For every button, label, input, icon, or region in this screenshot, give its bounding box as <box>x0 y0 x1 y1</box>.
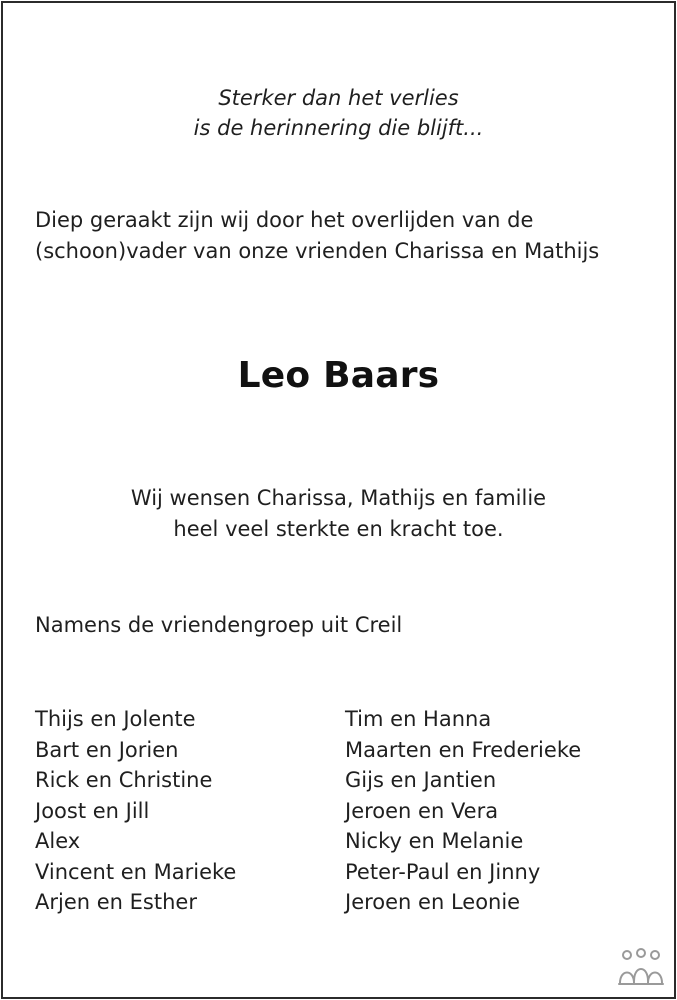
list-item: Nicky en Melanie <box>345 829 524 853</box>
list-item: Alex <box>35 829 81 853</box>
signoff: Namens de vriendengroep uit Creil <box>35 613 403 637</box>
intro-line-1: Diep geraakt zijn wij door het overlijden van de <box>35 208 534 232</box>
list-item: Bart en Jorien <box>35 737 179 762</box>
motto-line-1: Sterker dan het verlies <box>218 86 459 110</box>
list-item: Jeroen en Leonie <box>345 890 521 914</box>
wish-line-1: Wij wensen Charissa, Mathijs en familie <box>130 486 547 510</box>
motto-line-2: is de herinnering die blijft... <box>193 116 484 140</box>
list-item: Joost en Jill <box>35 798 150 823</box>
condolence-wish <box>3 483 674 545</box>
list-item: Peter-Paul en Jinny <box>345 859 541 884</box>
names-list-left <box>35 704 236 918</box>
list-item: Rick en Christine <box>35 768 213 792</box>
list-item: Arjen en Esther <box>35 890 197 914</box>
motto <box>3 83 674 143</box>
obituary-card <box>1 1 676 999</box>
people-group-icon <box>616 947 666 987</box>
list-item: Gijs en Jantien <box>345 768 497 792</box>
list-item: Vincent en Marieke <box>35 859 237 884</box>
wish-line-2: heel veel sterkte en kracht toe. <box>173 517 504 541</box>
list-item: Tim en Hanna <box>345 707 492 731</box>
list-item: Thijs en Jolente <box>35 707 196 731</box>
intro-line-2: (schoon)vader van onze vrienden Charissa en Mathijs <box>35 239 600 263</box>
deceased-name: Leo Baars <box>237 355 440 396</box>
list-item: Maarten en Frederieke <box>345 737 582 762</box>
list-item: Jeroen en Vera <box>345 798 499 823</box>
intro-text <box>35 205 655 267</box>
names-list-right <box>345 704 581 918</box>
